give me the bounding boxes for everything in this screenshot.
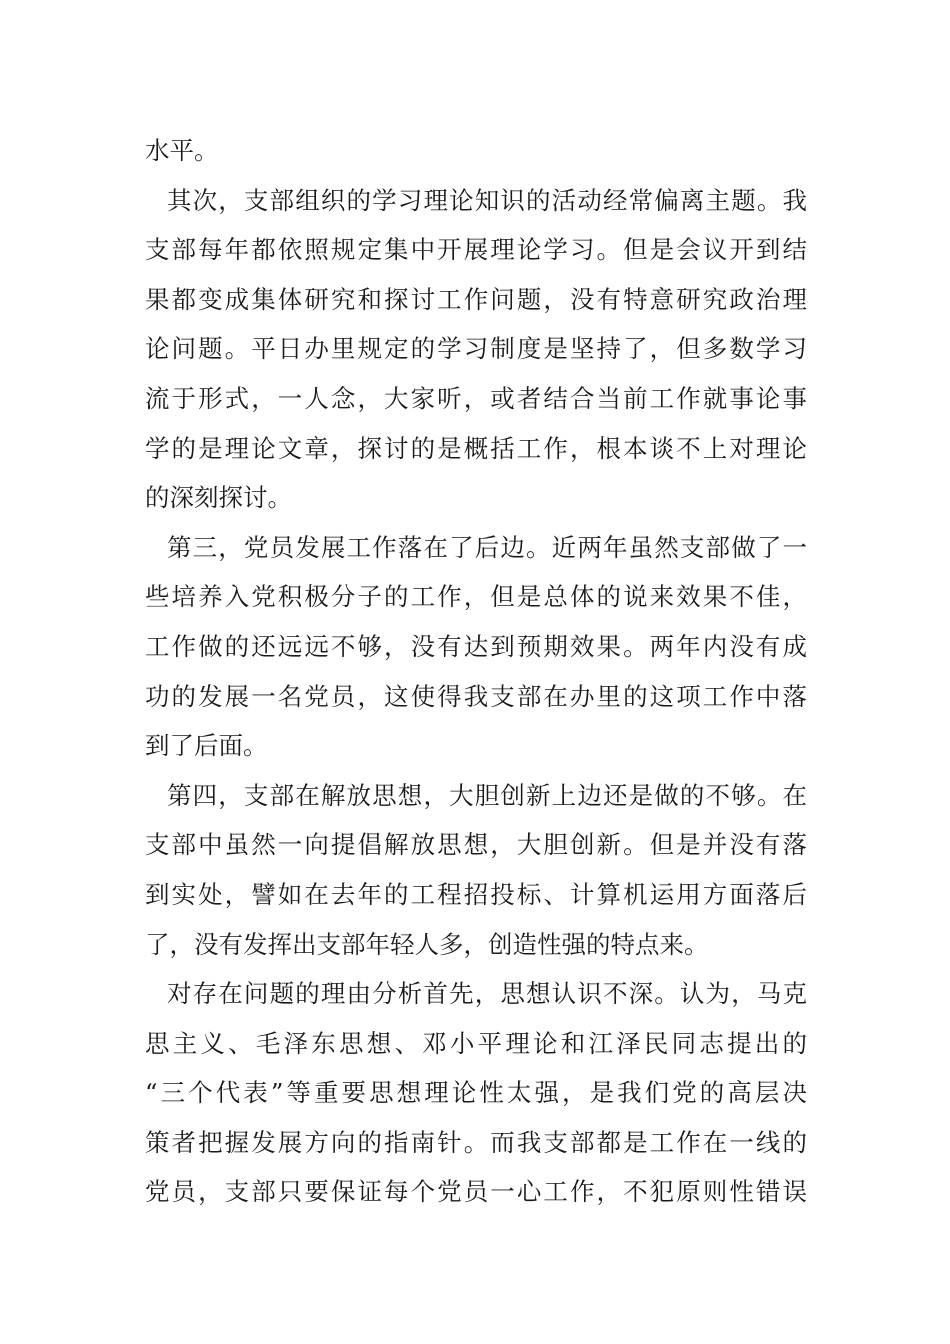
text-line: 些培养入党积极分子的工作，但是总体的说来效果不佳， — [145, 582, 807, 612]
text-line: 水平。 — [145, 136, 219, 165]
text-line: 第四，支部在解放思想，大胆创新上边还是做的不够。在 — [167, 780, 807, 810]
text-line: 果都变成集体研究和探讨工作问题，没有特意研究政治理 — [145, 284, 807, 314]
text-line: 论问题。平日办里规定的学习制度是坚持了，但多数学习 — [145, 334, 807, 364]
text-line: 流于形式，一人念，大家听，或者结合当前工作就事论事 — [145, 383, 807, 413]
text-line: 的深刻探讨。 — [145, 483, 292, 513]
text-line: 工作做的还远远不够，没有达到预期效果。两年内没有成 — [145, 631, 807, 661]
text-line: “三个代表”等重要思想理论性太强，是我们党的高层决 — [145, 1078, 807, 1108]
text-line: 到实处，譬如在去年的工程招投标、计算机运用方面落后 — [145, 879, 807, 909]
body-text — [145, 126, 807, 1217]
text-line: 了，没有发挥出支部年轻人多，创造性强的特点来。 — [145, 929, 709, 959]
text-line: 支部每年都依照规定集中开展理论学习。但是会议开到结 — [145, 235, 807, 265]
text-line: 思主义、毛泽东思想、邓小平理论和江泽民同志提出的 — [145, 1028, 807, 1058]
text-line: 其次，支部组织的学习理论知识的活动经常偏离主题。我 — [167, 185, 807, 215]
text-line: 功的发展一名党员，这使得我支部在办里的这项工作中落 — [145, 681, 807, 711]
text-line: 支部中虽然一向提倡解放思想，大胆创新。但是并没有落 — [145, 830, 807, 860]
text-line: 党员，支部只要保证每个党员一心工作，不犯原则性错误 — [145, 1177, 807, 1207]
text-line: 第三，党员发展工作落在了后边。近两年虽然支部做了一 — [167, 532, 807, 562]
text-line: 学的是理论文章，探讨的是概括工作，根本谈不上对理论 — [145, 433, 807, 463]
text-line: 到了后面。 — [145, 731, 268, 761]
text-line: 对存在问题的理由分析首先，思想认识不深。认为，马克 — [167, 979, 807, 1009]
text-line: 策者把握发展方向的指南针。而我支部都是工作在一线的 — [145, 1127, 807, 1157]
